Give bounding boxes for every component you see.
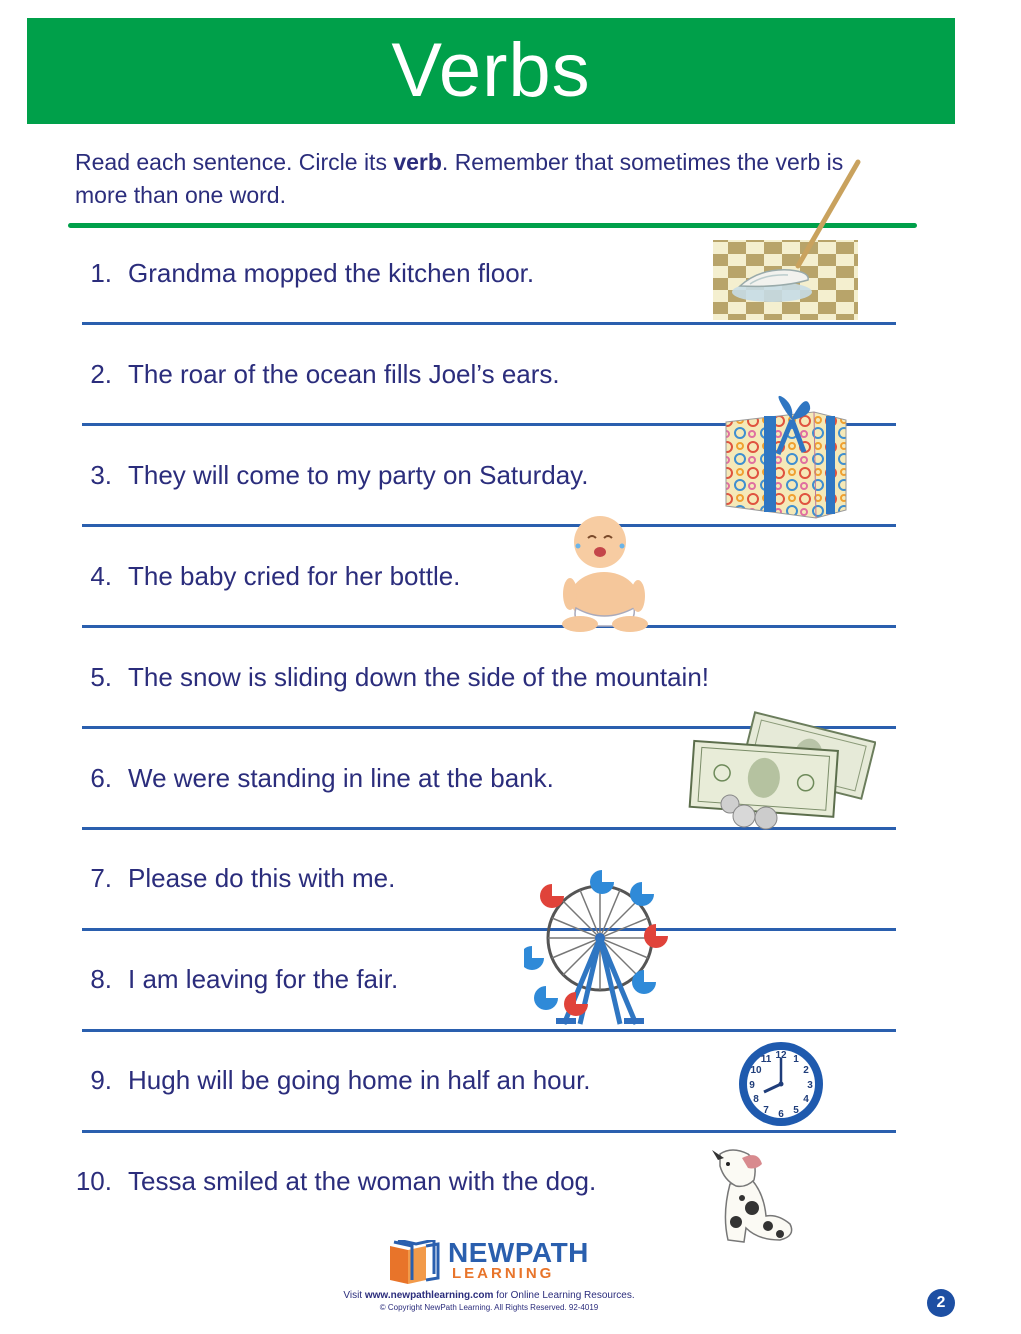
- money-icon: [686, 706, 876, 836]
- ferris-wheel-icon: [524, 862, 686, 1032]
- clock-numeral: 5: [793, 1105, 799, 1116]
- clock-numeral: 1: [793, 1054, 799, 1065]
- clock-numeral: 3: [807, 1080, 813, 1091]
- clock-numeral: 8: [753, 1094, 759, 1105]
- question-text[interactable]: They will come to my party on Saturday.: [128, 460, 589, 490]
- question-text[interactable]: The baby cried for her bottle.: [128, 561, 461, 591]
- newpath-logo-icon: [388, 1240, 444, 1286]
- gift-icon: [720, 388, 852, 522]
- clock-numeral: 11: [760, 1054, 772, 1065]
- page-title: Verbs: [391, 28, 591, 113]
- clock-numeral: 9: [749, 1080, 755, 1091]
- question-text[interactable]: The roar of the ocean fills Joel’s ears.: [128, 359, 560, 389]
- question-text[interactable]: Hugh will be going home in half an hour.: [128, 1065, 591, 1095]
- answer-rule: [82, 1029, 896, 1032]
- question-number: 1.: [90, 258, 112, 288]
- question-text[interactable]: The snow is sliding down the side of the mountain!: [128, 662, 710, 692]
- copyright: © Copyright NewPath Learning. All Rights Reserved. 92-4019: [379, 1303, 599, 1312]
- question-number: 6.: [90, 763, 112, 793]
- visit-prefix: Visit: [343, 1290, 365, 1301]
- brand-name: NEWPATH: [448, 1237, 589, 1268]
- visit-url[interactable]: www.newpathlearning.com: [364, 1290, 494, 1301]
- question-text[interactable]: We were standing in line at the bank.: [128, 763, 554, 793]
- clock-numeral: 10: [750, 1065, 762, 1076]
- answer-rule: [82, 1130, 896, 1133]
- clock-numeral: 12: [775, 1050, 787, 1061]
- clock-numeral: 7: [763, 1105, 769, 1116]
- title-banner: [27, 18, 955, 124]
- question-number: 9.: [90, 1065, 112, 1095]
- question-text[interactable]: Tessa smiled at the woman with the dog.: [128, 1166, 597, 1196]
- question-text[interactable]: Grandma mopped the kitchen floor.: [128, 258, 535, 288]
- question-text[interactable]: Please do this with me.: [128, 863, 396, 893]
- question-number: 10.: [75, 1166, 112, 1196]
- visit-suffix: for Online Learning Resources.: [493, 1290, 635, 1301]
- clock-numeral: 4: [803, 1094, 809, 1105]
- question-number: 8.: [90, 964, 112, 994]
- question-number: 5.: [90, 662, 112, 692]
- clock-icon: [736, 1040, 826, 1128]
- answer-rule: [82, 928, 896, 931]
- question-number: 4.: [90, 561, 112, 591]
- clock-numeral: 6: [778, 1109, 784, 1120]
- answer-rule: [82, 524, 896, 527]
- instructions-lead: Read each sentence. Circle its: [75, 149, 394, 175]
- instructions-tail: . Remember that sometimes the verb is more than one word.: [75, 149, 844, 208]
- brand-subname: LEARNING: [452, 1265, 555, 1282]
- question-number: 2.: [90, 359, 112, 389]
- clock-numeral: 2: [803, 1065, 809, 1076]
- visit-line: [0, 1290, 978, 1301]
- question-number: 3.: [90, 460, 112, 490]
- instructions-keyword: verb: [393, 149, 442, 175]
- mop-icon: [710, 158, 870, 324]
- question-number: 7.: [90, 863, 112, 893]
- dog-icon: [706, 1144, 798, 1246]
- page-number-badge: 2: [927, 1289, 955, 1317]
- question-text[interactable]: I am leaving for the fair.: [128, 964, 399, 994]
- answer-rule: [82, 625, 896, 628]
- baby-icon: [554, 512, 654, 634]
